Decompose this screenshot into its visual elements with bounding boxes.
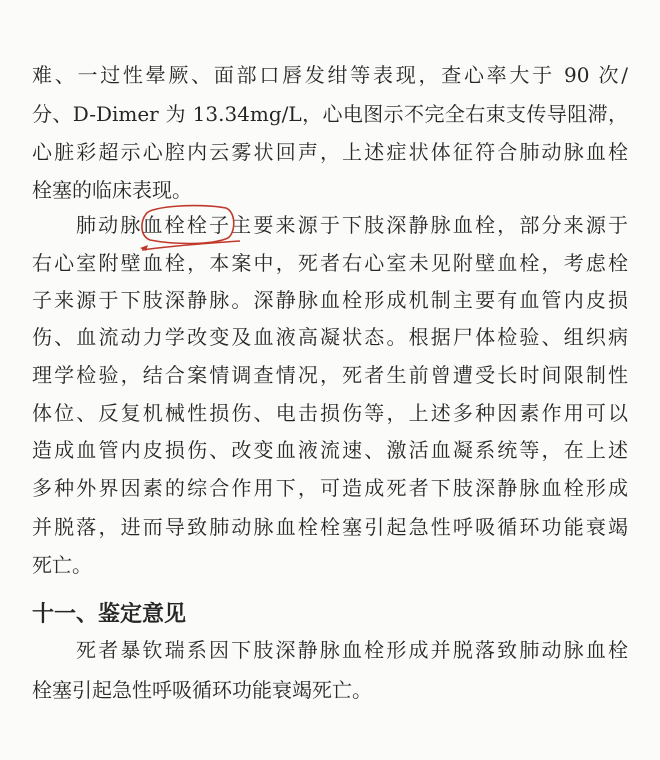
text-line: 栓塞的临床表现。 [32,178,192,202]
text-line: 栓塞引起急性呼吸循环功能衰竭死亡。 [32,678,372,702]
text-line: 造成血管内皮损伤、改变血液流速、激活血凝系统等，在上述 [32,438,628,462]
text-line: 难、一过性晕厥、面部口唇发绀等表现，查心率大于 90 次/ [32,63,628,87]
text-line: 死者暴钦瑞系因下肢深静脉血栓形成并脱落致肺动脉血栓 [76,638,628,662]
text-line: 子来源于下肢深静脉。深静脉血栓形成机制主要有血管内皮损 [32,288,628,312]
text-line: 肺动脉血栓栓子主要来源于下肢深静脉血栓，部分来源于 [76,213,628,237]
text-line: 理学检验，结合案情调查情况，死者生前曾遭受长时间限制性 [32,363,628,387]
text-line: 右心室附壁血栓，本案中，死者右心室未见附壁血栓，考虑栓 [32,251,628,275]
text-line: 并脱落，进而导致肺动脉血栓栓塞引起急性呼吸循环功能衰竭 [32,515,628,539]
text-line: 分、D-Dimer 为 13.34mg/L，心电图示不完全右束支传导阻滞， [32,102,628,126]
text-line: 心脏彩超示心腔内云雾状回声，上述症状体征符合肺动脉血栓 [32,140,628,164]
text-line: 多种外界因素的综合作用下，可造成死者下肢深静脉血栓形成 [32,476,628,500]
text-line: 伤、血流动力学改变及血液高凝状态。根据尸体检验、组织病 [32,325,628,349]
text-line: 死亡。 [32,553,92,577]
section-heading: 十一、鉴定意见 [32,602,187,627]
text-line: 体位、反复机械性损伤、电击损伤等，上述多种因素作用可以 [32,401,628,425]
